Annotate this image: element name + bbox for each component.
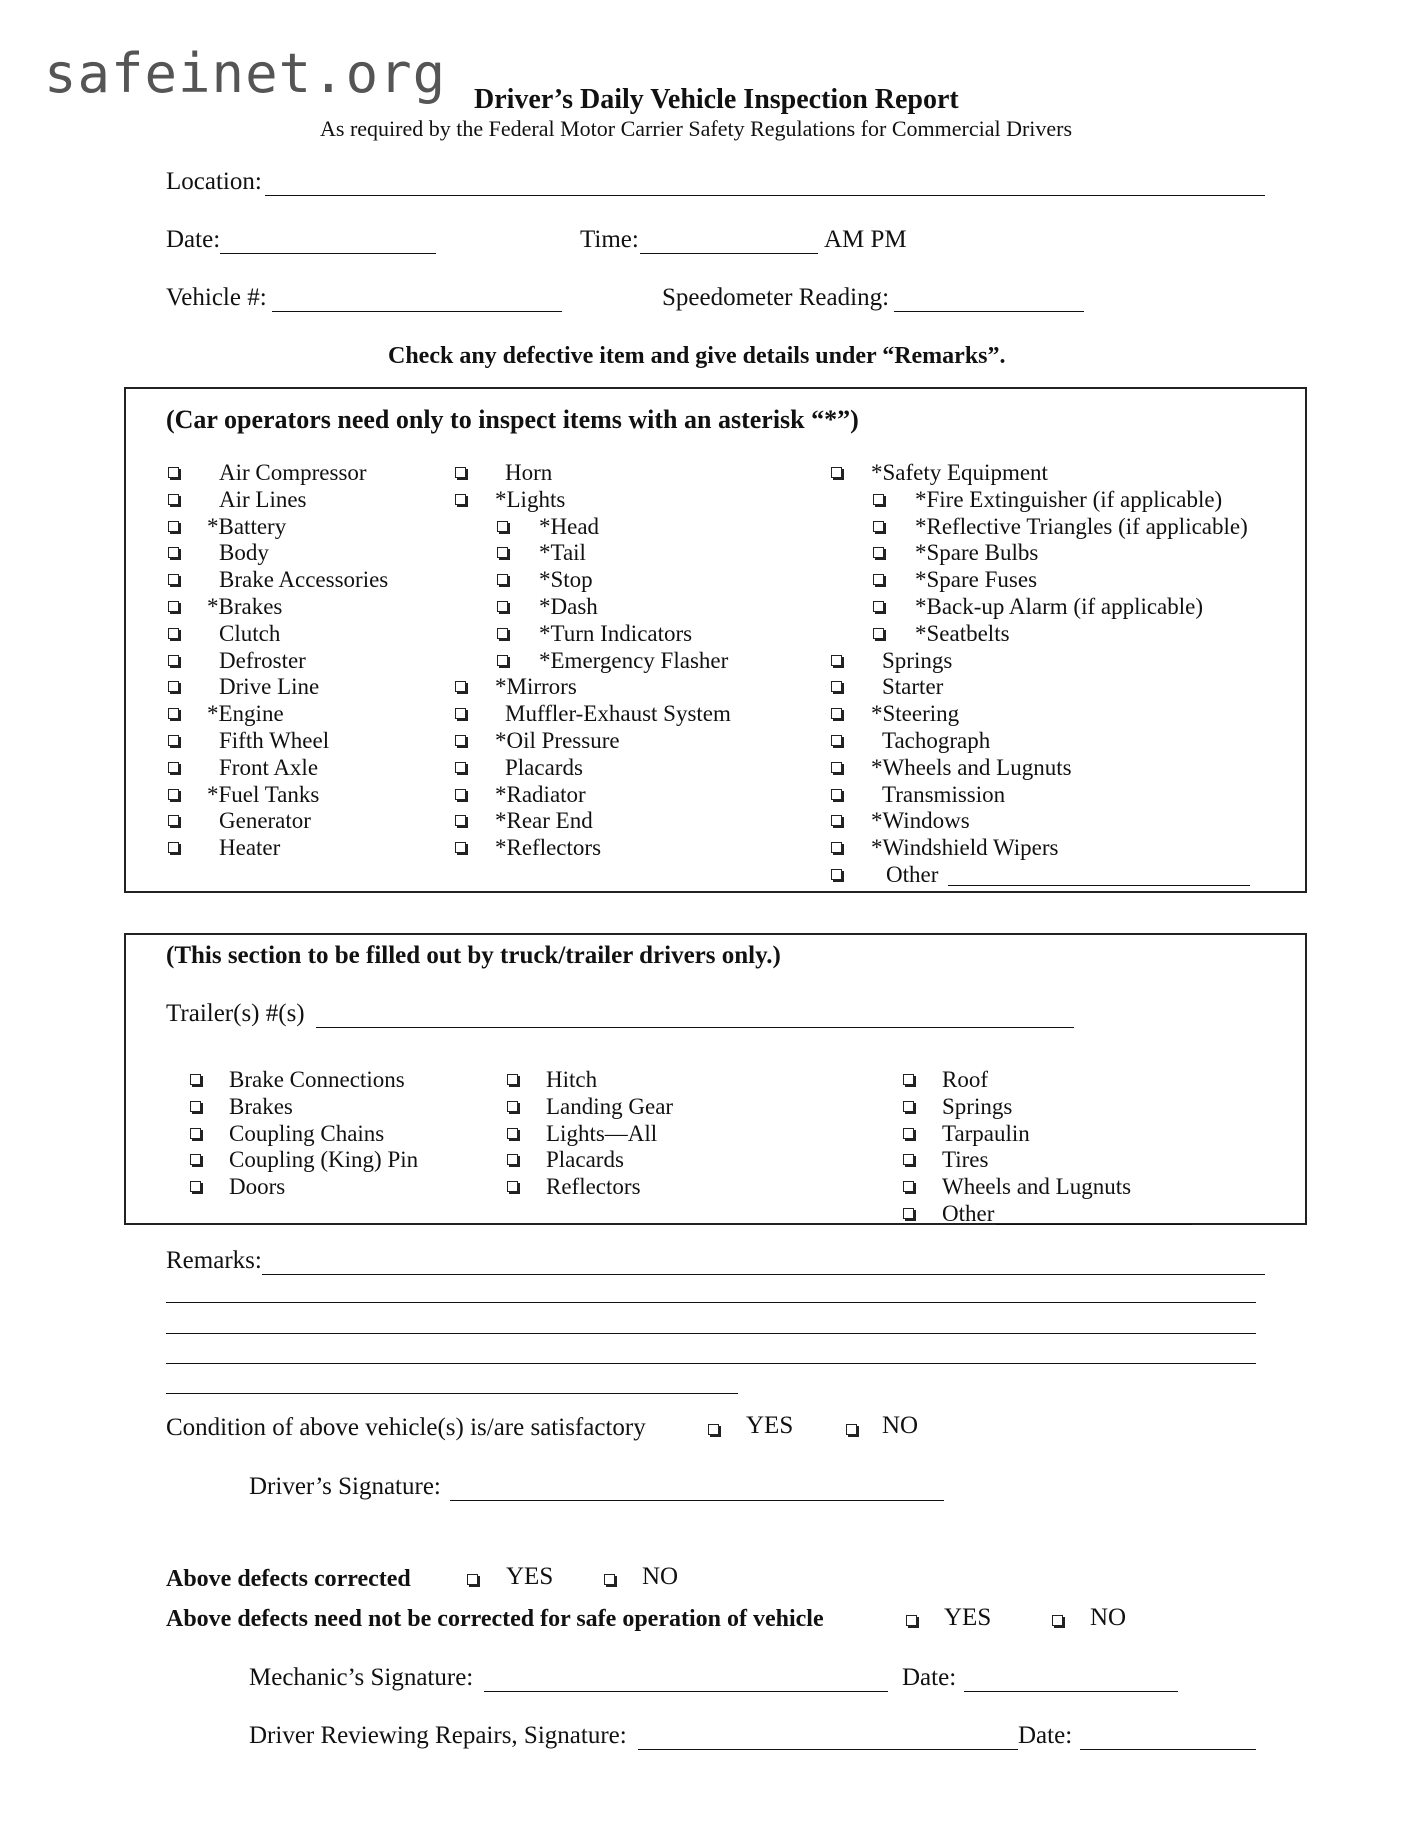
mechanic-date-field[interactable] <box>964 1691 1178 1692</box>
checkbox[interactable] <box>903 1128 914 1139</box>
checkbox[interactable] <box>168 842 179 853</box>
checklist-item-label: Body <box>219 540 269 566</box>
checklist-item-label: Clutch <box>219 620 281 646</box>
checkbox[interactable] <box>903 1181 914 1192</box>
checkbox[interactable] <box>455 708 466 719</box>
checklist-item-label: *Fuel Tanks <box>207 781 320 807</box>
checkbox[interactable] <box>903 1074 914 1085</box>
checklist-item-label: Horn <box>505 460 553 485</box>
checklist-item-label: Brakes <box>229 1093 293 1119</box>
checklist-item-label: Coupling Chains <box>229 1120 385 1146</box>
trailer-number-label: Trailer(s) #(s) <box>166 1000 305 1027</box>
checkbox[interactable] <box>831 842 842 853</box>
checklist-item-label: *Reflective Triangles (if applicable) <box>915 513 1248 539</box>
checkbox[interactable] <box>903 1208 914 1219</box>
checklist-item-label: *Engine <box>207 701 284 727</box>
checklist-item-label: Generator <box>219 808 311 834</box>
condition-yes-checkbox[interactable] <box>708 1424 719 1435</box>
mechanic-signature-label: Mechanic’s Signature: <box>249 1664 474 1691</box>
checkbox[interactable] <box>507 1128 518 1139</box>
checklist-item-label: *Rear End <box>495 808 593 834</box>
checklist-item-label: Tachograph <box>882 728 991 753</box>
condition-yes-label: YES <box>746 1412 794 1439</box>
checklist-item-label: *Turn Indicators <box>539 620 693 646</box>
checkbox[interactable] <box>831 789 842 800</box>
remarks-line-4[interactable] <box>166 1363 1256 1364</box>
instruction: Check any defective item and give details under “Remarks”. <box>388 343 1006 369</box>
checkbox[interactable] <box>455 842 466 853</box>
vehicle-field[interactable] <box>272 311 562 312</box>
checkbox[interactable] <box>168 735 179 746</box>
checkbox[interactable] <box>455 762 466 773</box>
remarks-line-5[interactable] <box>166 1393 738 1394</box>
checkbox[interactable] <box>168 467 179 478</box>
defects-need-not-label: Above defects need not be corrected for safe operation of vehicle <box>166 1606 824 1632</box>
checkbox[interactable] <box>497 521 508 532</box>
checklist-item-label: *Emergency Flasher <box>539 647 729 673</box>
checklist-item-label: Brake Connections <box>229 1067 405 1092</box>
checklist-item-label: Drive Line <box>219 674 320 700</box>
checklist-item-label: *Spare Bulbs <box>915 540 1039 566</box>
checkbox[interactable] <box>190 1154 201 1165</box>
checkbox[interactable] <box>507 1074 518 1085</box>
date-field[interactable] <box>220 253 436 254</box>
checkbox[interactable] <box>455 815 466 826</box>
checklist-item-label: *Mirrors <box>495 674 577 700</box>
defects-corrected-no-label: NO <box>642 1563 679 1590</box>
checkbox[interactable] <box>873 521 884 532</box>
need-not-yes-checkbox[interactable] <box>906 1615 917 1626</box>
checkbox[interactable] <box>831 762 842 773</box>
need-not-no-checkbox[interactable] <box>1052 1615 1063 1626</box>
checkbox[interactable] <box>873 574 884 585</box>
checklist-item-label: Other <box>942 1201 995 1226</box>
time-field[interactable] <box>640 253 818 254</box>
checkbox[interactable] <box>831 869 842 880</box>
checklist-item-label: Landing Gear <box>546 1093 674 1119</box>
driver-reviewing-date-label: Date: <box>1018 1722 1073 1749</box>
remarks-label: Remarks: <box>166 1247 262 1274</box>
checklist-item-label: Springs <box>942 1093 1013 1119</box>
speedometer-label: Speedometer Reading: <box>662 284 890 311</box>
driver-reviewing-signature-field[interactable] <box>638 1749 1018 1750</box>
checklist-item-label: Placards <box>505 754 583 780</box>
speedometer-field[interactable] <box>894 311 1084 312</box>
other-write-in-field[interactable] <box>948 861 1250 886</box>
checklist-item-label: *Head <box>539 513 600 539</box>
checklist-item-label: Hitch <box>546 1067 598 1092</box>
checklist-item-label: *Oil Pressure <box>495 728 620 753</box>
page-title: Driver’s Daily Vehicle Inspection Report <box>474 84 959 115</box>
checkbox[interactable] <box>507 1181 518 1192</box>
checklist-item-label: *Windows <box>871 808 970 834</box>
driver-signature-label: Driver’s Signature: <box>249 1473 441 1500</box>
checklist-item-label: Wheels and Lugnuts <box>942 1174 1132 1200</box>
checkbox[interactable] <box>831 815 842 826</box>
checkbox[interactable] <box>831 467 842 478</box>
checkbox[interactable] <box>168 547 179 558</box>
checklist-item-label: Roof <box>942 1067 988 1092</box>
checklist-item-label: Tarpaulin <box>942 1120 1030 1146</box>
checkbox[interactable] <box>168 681 179 692</box>
remarks-line-2[interactable] <box>166 1302 1256 1303</box>
checkbox[interactable] <box>190 1181 201 1192</box>
checkbox[interactable] <box>507 1154 518 1165</box>
checklist-item-label: Starter <box>882 674 944 700</box>
checklist-item-label: *Dash <box>539 594 598 619</box>
checkbox[interactable] <box>168 655 179 666</box>
checklist-item-label: Springs <box>882 647 953 673</box>
checkbox[interactable] <box>168 494 179 505</box>
checklist-item-label: Heater <box>219 835 281 861</box>
checkbox[interactable] <box>831 735 842 746</box>
checkbox[interactable] <box>831 655 842 666</box>
checkbox[interactable] <box>455 681 466 692</box>
checkbox[interactable] <box>497 547 508 558</box>
defects-corrected-yes-label: YES <box>506 1563 554 1590</box>
checkbox[interactable] <box>168 762 179 773</box>
remarks-line-1[interactable] <box>262 1274 1265 1275</box>
checkbox[interactable] <box>497 574 508 585</box>
checklist-item-label: *Steering <box>871 701 960 727</box>
checklist-item-label: *Brakes <box>207 594 283 619</box>
checkbox[interactable] <box>168 789 179 800</box>
condition-label: Condition of above vehicle(s) is/are satisfactory <box>166 1414 646 1441</box>
checklist-item-label: *Wheels and Lugnuts <box>871 754 1072 780</box>
checkbox[interactable] <box>168 708 179 719</box>
checkbox[interactable] <box>168 628 179 639</box>
checkbox[interactable] <box>831 708 842 719</box>
checklist-item-label: Front Axle <box>219 754 319 780</box>
checklist-item-label: Air Compressor <box>219 460 367 485</box>
page-subtitle: As required by the Federal Motor Carrier Safety Regulations for Commercial Drivers <box>320 116 1073 141</box>
vehicle-label: Vehicle #: <box>166 284 267 311</box>
checkbox[interactable] <box>873 494 884 505</box>
condition-no-label: NO <box>882 1412 919 1439</box>
checklist-item-label: Tires <box>942 1147 989 1173</box>
checkbox[interactable] <box>507 1101 518 1112</box>
location-label: Location: <box>166 168 262 195</box>
checklist-item-label: *Back-up Alarm (if applicable) <box>915 594 1204 619</box>
checkbox[interactable] <box>873 601 884 612</box>
checklist-item-label: Muffler-Exhaust System <box>505 701 731 727</box>
trailer-section-heading: (This section to be filled out by truck/trailer drivers only.) <box>166 942 781 969</box>
condition-no-checkbox[interactable] <box>846 1424 857 1435</box>
am-pm-label: AM PM <box>824 226 907 253</box>
date-label: Date: <box>166 226 221 253</box>
checkbox[interactable] <box>873 547 884 558</box>
checkbox[interactable] <box>190 1101 201 1112</box>
checklist-item-label: *Lights <box>495 486 566 512</box>
checkbox[interactable] <box>190 1128 201 1139</box>
checklist-item-label: *Battery <box>207 513 287 539</box>
location-field[interactable] <box>265 195 1265 196</box>
checklist-item-label: Transmission <box>882 781 1006 807</box>
checkbox[interactable] <box>497 628 508 639</box>
checklist-item-label: Lights—All <box>546 1120 658 1146</box>
driver-reviewing-label: Driver Reviewing Repairs, Signature: <box>249 1722 627 1749</box>
defects-corrected-yes-checkbox[interactable] <box>467 1574 478 1585</box>
checklist-item-label: *Radiator <box>495 781 586 807</box>
checklist-item-label: Brake Accessories <box>219 567 389 593</box>
watermark: safeinet.org <box>44 42 447 105</box>
checkbox[interactable] <box>831 681 842 692</box>
checklist-item-label: *Seatbelts <box>915 620 1010 646</box>
need-not-yes-label: YES <box>944 1604 992 1631</box>
checkbox[interactable] <box>168 815 179 826</box>
checkbox[interactable] <box>497 655 508 666</box>
checkbox[interactable] <box>903 1154 914 1165</box>
checkbox[interactable] <box>903 1101 914 1112</box>
time-label: Time: <box>580 226 639 253</box>
checklist-item-label: Other <box>886 862 939 887</box>
other-write-in-field[interactable] <box>996 1200 1192 1225</box>
trailer-number-field[interactable] <box>316 1027 1074 1028</box>
checklist-item-label: *Spare Fuses <box>915 567 1038 593</box>
driver-signature-field[interactable] <box>450 1500 944 1501</box>
checklist-item-label: Reflectors <box>546 1174 641 1200</box>
checklist-item-label: *Tail <box>539 540 586 566</box>
checkbox[interactable] <box>455 494 466 505</box>
checklist-item-label: *Fire Extinguisher (if applicable) <box>915 486 1223 512</box>
checklist-item-label: Air Lines <box>219 486 307 512</box>
mechanic-date-label: Date: <box>902 1664 957 1691</box>
checkbox[interactable] <box>168 521 179 532</box>
checklist-item-label: Placards <box>546 1147 624 1173</box>
defects-corrected-label: Above defects corrected <box>166 1566 411 1592</box>
checklist-item-label: Coupling (King) Pin <box>229 1147 419 1173</box>
need-not-no-label: NO <box>1090 1604 1127 1631</box>
checkbox[interactable] <box>455 467 466 478</box>
checkbox[interactable] <box>168 601 179 612</box>
checklist-item-label: *Windshield Wipers <box>871 835 1059 861</box>
checkbox[interactable] <box>497 601 508 612</box>
checklist-item-label: Fifth Wheel <box>219 728 330 753</box>
checklist-item-label: Defroster <box>219 647 306 673</box>
checkbox[interactable] <box>168 574 179 585</box>
remarks-line-3[interactable] <box>166 1333 1256 1334</box>
checklist-item-label: *Safety Equipment <box>871 460 1048 485</box>
checklist-item-label: Doors <box>229 1174 286 1200</box>
checkbox[interactable] <box>455 789 466 800</box>
checkbox[interactable] <box>455 735 466 746</box>
driver-reviewing-date-field[interactable] <box>1080 1749 1256 1750</box>
car-section-heading: (Car operators need only to inspect items with an asterisk “*”) <box>166 405 859 434</box>
checklist-item-label: *Stop <box>539 567 593 593</box>
defects-corrected-no-checkbox[interactable] <box>604 1574 615 1585</box>
mechanic-signature-field[interactable] <box>484 1691 888 1692</box>
checkbox[interactable] <box>190 1074 201 1085</box>
checkbox[interactable] <box>873 628 884 639</box>
checklist-item-label: *Reflectors <box>495 835 602 861</box>
